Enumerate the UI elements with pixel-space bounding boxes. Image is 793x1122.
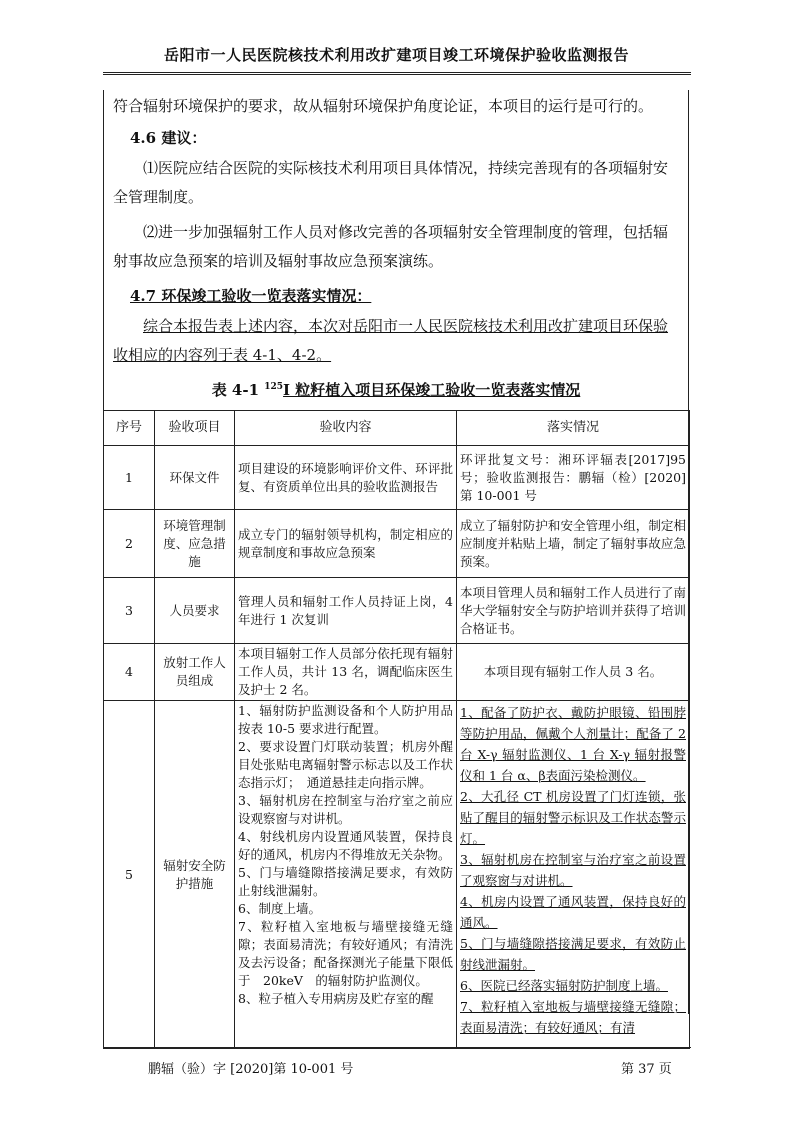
row-status [457,701,690,1049]
row-status: 本项目管理人员和辐射工作人员进行了南华大学辐射安全与防护培训并获得了培训合格证书。 [457,578,690,644]
status-line: 6、医院已经落实辐射防护制度上墙。 [460,978,668,993]
row-item: 环境管理制度、应急措施 [155,510,235,578]
table-row [104,701,690,1049]
header-rule [103,72,691,75]
content-line: 6、制度上墙。 [238,901,321,916]
suggestion-item-2: ⑵进一步加强辐射工作人员对修改完善的各项辐射安全管理制度的管理，包括辐射事故应急预案的培训及辐射事故应急预案演练。 [113,223,669,270]
status-line: 4、机房内设置了通风装置，保持良好的通风。 [460,894,686,930]
status-line: 2、大孔径 CT 机房设置了门灯连锁，张贴了醒目的辐射警示标识及工作状态警示灯。 [460,789,686,846]
content-line: 5、门与墙缝隙搭接满足要求，有效防止射线泄漏射。 [238,865,453,898]
content-line: 1、辐射防护监测设备和个人防护用品按表 10-5 要求进行配置。 [238,703,453,736]
header-content: 验收内容 [235,411,457,446]
table-header-row [104,411,690,446]
table-row [104,644,690,701]
row-status: 成立了辐射防护和安全管理小组，制定相应制度并粘贴上墙，制定了辐射事故应急预案。 [457,510,690,578]
table-row [104,578,690,644]
content-line: 2、要求设置门灯联动装置；机房外醒目处张贴电离辐射警示标志以及工作状态指示灯； 通道悬挂走向指示牌。 [238,739,453,790]
report-header-title: 岳阳市一人民医院核技术利用改扩建项目竣工环境保护验收监测报告 [163,46,629,64]
row-content: 成立专门的辐射领导机构，制定相应的规章制度和事故应急预案 [235,510,457,578]
row-item: 人员要求 [155,578,235,644]
row-item: 放射工作人员组成 [155,644,235,701]
row-content: 项目建设的环境影响评价文件、环评批复、有资质单位出具的验收监测报告 [235,446,457,510]
row-no: 4 [104,644,155,701]
table-row [104,510,690,578]
row-item: 环保文件 [155,446,235,510]
row-status: 环评批复文号：湘环评辐表[2017]95号；验收监测报告：鹏辐（检）[2020]第 10-001 号 [457,446,690,510]
row-no: 1 [104,446,155,510]
status-line: 3、辐射机房在控制室与治疗室之前设置了观察窗与对讲机。 [460,852,686,888]
row-status: 本项目现有辐射工作人员 3 名。 [457,644,690,701]
table-title-prefix: 表 4-1 [211,381,265,399]
table-title-isotope-mass: 125 [264,382,284,392]
content-line: 7、粒籽植入室地板与墙壁接缝无缝隙；表面易清洗；有较好通风；有清洗及去污设备；配备探测光子能量下限低于 20keV 的辐射防护监测仪。 [238,919,453,988]
content-line: 4、射线机房内设置通风装置，保持良好的通风，机房内不得堆放无关杂物。 [238,829,453,862]
header-item: 验收项目 [155,411,235,446]
row-content: 管理人员和辐射工作人员持证上岗，4年进行 1 次复训 [235,578,457,644]
section-4-7-title: 4.7 环保竣工验收一览表落实情况： [130,287,372,305]
row-content: 本项目辐射工作人员部分依托现有辐射工作人员，共计 13 名，调配临床医生及护士 2 名。 [235,644,457,701]
header-status: 落实情况 [457,411,690,446]
paragraph-conclusion: 符合辐射环境保护的要求，故从辐射环境保护角度论证，本项目的运行是可行的。 [113,97,654,115]
row-content [235,701,457,1049]
row-item: 辐射安全防护措施 [155,701,235,1049]
content-line: 3、辐射机房在控制室与治疗室之前应设观察窗与对讲机。 [238,793,453,826]
table-row [104,446,690,510]
row-no: 3 [104,578,155,644]
footer-rule [103,1047,691,1048]
row-no: 5 [104,701,155,1049]
table-title [103,379,689,400]
suggestion-item-1: ⑴医院应结合医院的实际核技术利用项目具体情况，持续完善现有的各项辐射安全管理制度。 [113,159,669,206]
status-line: 7、粒籽植入室地板与墙壁接缝无缝隙；表面易清洗；有较好通风；有清 [460,999,686,1035]
row-no: 2 [104,510,155,578]
status-line: 5、门与墙缝隙搭接满足要求，有效防止射线泄漏射。 [460,936,686,972]
section-4-7-text: 综合本报告表上述内容，本次对岳阳市一人民医院核技术利用改扩建项目环保验收相应的内容列于表 4-1、4-2。 [113,317,669,364]
acceptance-table [103,410,690,1049]
status-line: 1、配备了防护衣、戴防护眼镜、铅围脖等防护用品，佩戴个人剂量计；配备了 2 台 X-γ 辐射监测仪、1 台 X-γ 辐射报警仪和 1 台 α、β表面污染检测仪。 [460,705,686,783]
footer-report-number: 鹏辐（验）字 [2020]第 10-001 号 [148,1062,354,1077]
footer-page-number: 第 37 页 [621,1062,672,1077]
content-line: 8、粒子植入专用病房及贮存室的醒 [238,991,434,1006]
header-no: 序号 [104,411,155,446]
table-title-text: I 粒籽植入项目环保竣工验收一览表落实情况 [283,381,581,399]
section-4-6-title: 4.6 建议： [130,129,207,147]
